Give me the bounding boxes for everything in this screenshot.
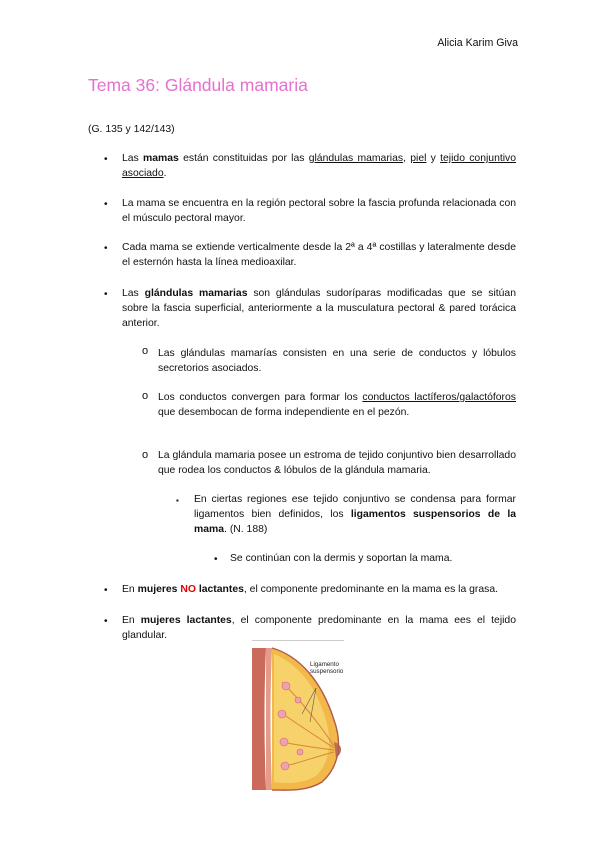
- bullet-item-5: En mujeres NO lactantes, el componente predominante en la mama es la grasa.: [122, 584, 499, 595]
- subsubsub-item-1: Se continúan con la dermis y soportan la mama.: [230, 553, 453, 564]
- page-title: Tema 36: Glándula mamaria: [88, 75, 308, 95]
- bullet-disc: •: [104, 199, 108, 210]
- bullet-disc: •: [104, 585, 108, 596]
- bullet-square: ▪: [176, 496, 179, 505]
- figure-top-rule: [252, 640, 344, 641]
- bullet-item-4: Las glándulas mamarias son glándulas sudoríparas modificadas que se sitúan sobre la fascia superficial, anteriormente a la musculatura pectoral & pared torácica anterior.: [122, 288, 516, 329]
- bullet-item-3: Cada mama se extiende verticalmente desde la 2ª a 4ª costillas y lateralmente desde el esternón hasta la línea medioaxilar.: [122, 242, 516, 268]
- author-name: Alicia Karim Giva: [437, 37, 518, 49]
- bullet-item-1: Las mamas están constituidas por las glándulas mamarias, piel y tejido conjuntivo asociado.: [122, 153, 517, 179]
- bullet-disc: •: [104, 616, 108, 627]
- bullet-item-6: En mujeres lactantes, el componente predominante en la mama ees el tejido glandular.: [122, 615, 516, 641]
- bullet-circle: o: [142, 390, 149, 402]
- subsub-item-1: En ciertas regiones ese tejido conjuntivo se condensa para formar ligamentos bien definidos, los ligamentos suspensorios de la mama. (N. 188): [194, 494, 516, 535]
- bullet-circle: o: [142, 345, 149, 357]
- sub-item-1: Las glándulas mamarías consisten en una serie de conductos y lóbulos secretorios asociados.: [158, 348, 516, 374]
- figure-label-2: suspensorio: [310, 668, 344, 675]
- bullet-disc: •: [104, 289, 108, 300]
- bullet-disc: •: [104, 243, 108, 254]
- figure-label-1: Ligamento: [310, 661, 339, 668]
- sub-item-3: La glándula mamaria posee un estroma de tejido conjuntivo bien desarrollado que rodea los conductos & lóbulos de la glándula mamaria.: [158, 450, 516, 476]
- bullet-disc: •: [214, 554, 218, 565]
- bullet-item-2: La mama se encuentra en la región pectoral sobre la fascia profunda relacionada con el músculo pectoral mayor.: [122, 198, 516, 224]
- bullet-disc: •: [104, 154, 108, 165]
- sub-item-2: Los conductos convergen para formar los conductos lactíferos/galactóforos que desembocan de forma independiente en el pezón.: [158, 392, 516, 418]
- reference-text: (G. 135 y 142/143): [88, 124, 175, 135]
- breast-anatomy-figure: [252, 642, 348, 794]
- bullet-circle: o: [142, 449, 149, 461]
